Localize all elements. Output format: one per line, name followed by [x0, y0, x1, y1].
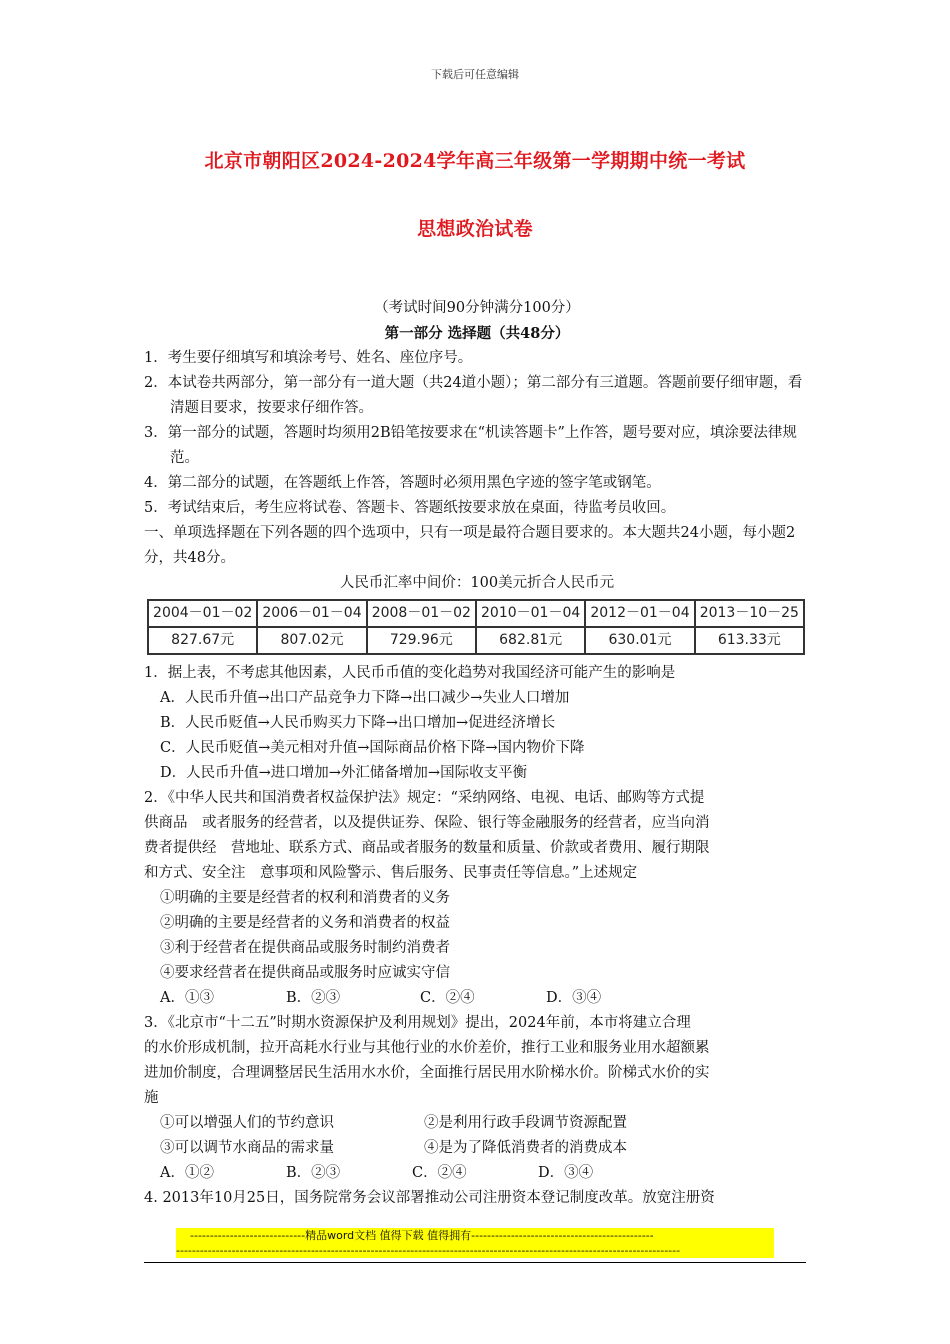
question-stem-line: 供商品 或者服务的经营者，以及提供证券、保险、银行等金融服务的经营者，应当向消: [144, 815, 710, 831]
exchange-rate-table: [147, 599, 805, 655]
answer-option: B．人民币贬值→人民币购买力下降→出口增加→促进经济增长: [160, 715, 556, 731]
table-cell: 807.02元: [257, 627, 366, 654]
question-stem-line: 施: [144, 1090, 159, 1106]
footer-banner-line: -----------------------------精品word文档 值得下载 值得拥有----------------------------------------------: [190, 1229, 654, 1242]
statement-item: ①明确的主要是经营者的权利和消费者的义务: [160, 890, 450, 906]
section-intro: 一、单项选择题在下列各题的四个选项中，只有一项是最符合题目要求的。本大题共24小题，每小题2分，共48分。: [144, 525, 796, 566]
answer-choices: [144, 1161, 810, 1186]
question-stem-line: 进加价制度，合理调整居民生活用水水价，全面推行居民用水阶梯水价。阶梯式水价的实: [144, 1065, 710, 1081]
table-cell: 2013－10－25: [695, 600, 804, 627]
table-cell: 630.01元: [585, 627, 694, 654]
table-caption: 人民币汇率中间价：100美元折合人民币元: [339, 575, 615, 591]
question-2: [144, 786, 810, 1011]
question-stem-line: 费者提供经 营地址、联系方式、商品或者服务的数量和质量、价款或者费用、履行期限: [144, 840, 710, 856]
instructions: [144, 346, 810, 521]
answer-choice: A．①②: [160, 1165, 214, 1181]
footer-divider: [144, 1262, 806, 1263]
table-cell: 827.67元: [148, 627, 257, 654]
table-cell: 729.96元: [367, 627, 476, 654]
table-cell: 2004－01－02: [148, 600, 257, 627]
table-cell: 682.81元: [476, 627, 585, 654]
footer-banner: [176, 1228, 774, 1258]
answer-option: C．人民币贬值→美元相对升值→国际商品价格下降→国内物价下降: [160, 740, 585, 756]
question-stem-line: 3．《北京市“十二五”时期水资源保护及利用规划》提出，2024年前，本市将建立合理: [144, 1015, 691, 1031]
exam-subject-title: 思想政治试卷: [417, 218, 533, 240]
answer-option: D．人民币升值→进口增加→外汇储备增加→国际收支平衡: [160, 765, 528, 781]
statement-item: ②是利用行政手段调节资源配置: [424, 1115, 627, 1131]
exam-info: （考试时间90分钟满分100分）: [374, 300, 580, 316]
answer-choice: D．③④: [538, 1165, 594, 1181]
table-cell: 2012－01－04: [585, 600, 694, 627]
question-stem-line: 2．《中华人民共和国消费者权益保护法》规定：“采纳网络、电视、电话、邮购等方式提: [144, 790, 705, 806]
question-stem-line: 和方式、安全注 意事项和风险警示、售后服务、民事责任等信息。”上述规定: [144, 865, 638, 881]
statement-row: [144, 1111, 810, 1136]
table-cell: 2008－01－02: [367, 600, 476, 627]
answer-choice: D．③④: [546, 990, 602, 1006]
statement-item: ④是为了降低消费者的消费成本: [424, 1140, 627, 1156]
answer-choice: B．②③: [286, 1165, 341, 1181]
question-3: [144, 1011, 810, 1186]
statement-item: ③可以调节水商品的需求量: [160, 1140, 334, 1156]
table-row-dates: [148, 600, 804, 627]
instruction-item: 1．考生要仔细填写和填涂考号、姓名、座位序号。: [144, 350, 473, 366]
table-cell: 613.33元: [695, 627, 804, 654]
instruction-item: 4．第二部分的试题，在答题纸上作答，答题时必须用黑色字迹的签字笔或钢笔。: [144, 475, 661, 491]
table-cell: 2010－01－04: [476, 600, 585, 627]
question-1: [144, 661, 810, 786]
instruction-item: 5．考试结束后，考生应将试卷、答题卡、答题纸按要求放在桌面，待监考员收回。: [144, 500, 676, 516]
exam-title: 北京市朝阳区2024-2024学年高三年级第一学期期中统一考试: [204, 150, 746, 172]
instruction-item: 3．第一部分的试题，答题时均须用2B铅笔按要求在“机读答题卡”上作答，题号要对应，填涂要法律规范。: [144, 425, 797, 466]
answer-choices: [144, 986, 810, 1011]
question-4-start: 4. 2013年10月25日，国务院常务会议部署推动公司注册资本登记制度改革。放宽注册资: [144, 1190, 715, 1206]
statement-row: [144, 1136, 810, 1161]
answer-choice: C．②④: [420, 990, 475, 1006]
question-stem-line: 的水价形成机制，拉开高耗水行业与其他行业的水价差价，推行工业和服务业用水超额累: [144, 1040, 710, 1056]
footer-banner-line: -------------------------------------------------------------------------------------------------------------------------------: [176, 1244, 681, 1257]
statement-item: ①可以增强人们的节约意识: [160, 1115, 334, 1131]
statement-item: ②明确的主要是经营者的义务和消费者的权益: [160, 915, 450, 931]
instruction-item: 2．本试卷共两部分，第一部分有一道大题（共24道小题）；第二部分有三道题。答题前要仔细审题，看清题目要求，按要求仔细作答。: [144, 375, 803, 416]
answer-choice: C．②④: [412, 1165, 467, 1181]
statement-item: ④要求经营者在提供商品或服务时应诚实守信: [160, 965, 450, 981]
answer-choice: A．①③: [160, 990, 214, 1006]
statement-item: ③利于经营者在提供商品或服务时制约消费者: [160, 940, 450, 956]
table-row-values: [148, 627, 804, 654]
part1-title: 第一部分 选择题（共48分）: [384, 325, 570, 342]
document-body: [144, 296, 810, 1211]
header-note: 下载后可任意编辑: [431, 68, 519, 81]
table-cell: 2006－01－04: [257, 600, 366, 627]
answer-choice: B．②③: [286, 990, 341, 1006]
question-stem: 1．据上表，不考虑其他因素，人民币币值的变化趋势对我国经济可能产生的影响是: [144, 665, 676, 681]
answer-option: A．人民币升值→出口产品竞争力下降→出口减少→失业人口增加: [160, 690, 570, 706]
